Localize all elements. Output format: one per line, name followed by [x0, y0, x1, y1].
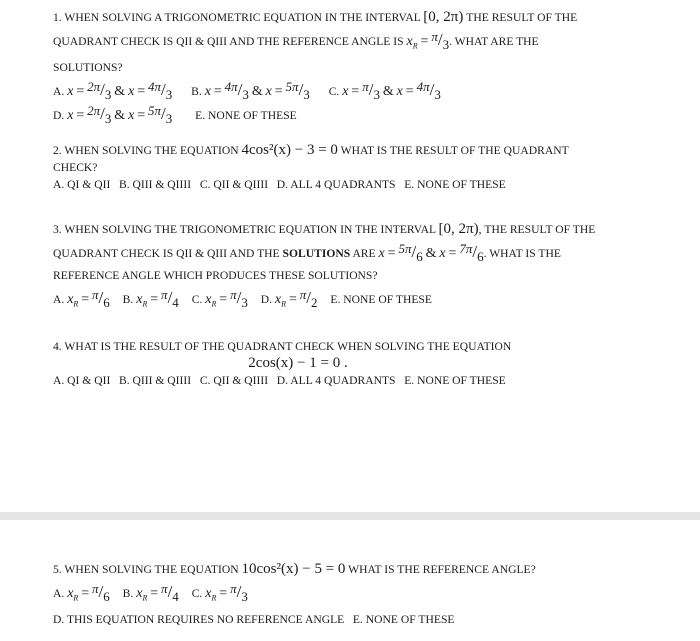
q1-options-row-1 — [53, 79, 663, 103]
question-1 — [53, 6, 663, 127]
q3-option-e[interactable]: E. NONE OF THESE — [330, 293, 432, 306]
q3-options — [53, 287, 663, 315]
q5-options-row-2[interactable]: D. THIS EQUATION REQUIRES NO REFERENCE ANGLE E. NONE OF THESE — [53, 613, 455, 627]
q3-option-c[interactable]: C. $x_R = \pi/3$ — [191, 287, 248, 310]
q3-option-a[interactable]: A. $x_R = \pi/6$ — [53, 287, 110, 310]
q1-line-3: SOLUTIONS? — [53, 61, 123, 75]
q5-equation: 10cos²(x) − 5 = 0 — [241, 561, 346, 577]
q1-text-3: QUADRANT CHECK IS QII & QIII AND THE REFERENCE ANGLE IS — [53, 35, 404, 48]
q4-equation: 2cos(x) − 1 = 0 . — [248, 355, 348, 371]
q2-options[interactable]: A. QI & QII B. QIII & QIIII C. QII & QIIII D. ALL 4 QUADRANTS E. NONE OF THESE — [53, 178, 506, 191]
q1-option-c[interactable]: C. x = π/3 & x = 4π/3 — [328, 79, 441, 103]
q3-line-2: QUADRANT CHECK IS QII & QIII AND THE SOLUTIONS ARE x = 5π/6 & x = 7π/6. WHAT IS THE — [53, 241, 561, 264]
q2-line-2: CHECK? — [53, 161, 98, 174]
q1-text-4: . WHAT ARE THE — [449, 35, 539, 48]
q1-options-row-2 — [53, 103, 663, 127]
q5-options-row-1 — [53, 581, 663, 609]
q1-xr: x — [406, 34, 413, 49]
q3-interval: [0, 2π) — [438, 221, 479, 237]
q3-line-3: REFERENCE ANGLE WHICH PRODUCES THESE SOLUTIONS? — [53, 269, 378, 282]
q3-option-d[interactable]: D. $x_R = \pi/2$ — [260, 287, 318, 310]
q3-solutions-bold: SOLUTIONS — [282, 247, 351, 260]
question-5 — [53, 558, 663, 631]
q1-text: 1. WHEN SOLVING A TRIGONOMETRIC EQUATION IN THE INTERVAL — [53, 11, 421, 24]
q1-line-1 — [53, 6, 663, 29]
q5-option-c[interactable]: C. $x_R = \pi/3$ — [191, 581, 248, 604]
question-4 — [53, 338, 663, 389]
worksheet-page-2 — [0, 520, 700, 641]
q3-option-b[interactable]: B. $x_R = \pi/4$ — [122, 287, 179, 310]
q1-line-2 — [53, 29, 663, 57]
q4-line-1: 4. WHAT IS THE RESULT OF THE QUADRANT CHECK WHEN SOLVING THE EQUATION — [53, 340, 512, 353]
q5-line-1: 5. WHEN SOLVING THE EQUATION 10cos²(x) − 5 = 0 WHAT IS THE REFERENCE ANGLE? — [53, 561, 536, 577]
q1-equals: = — [420, 34, 429, 49]
question-2 — [53, 142, 663, 193]
q1-option-a[interactable]: A. x = 2π/3 & x = 4π/3 — [53, 79, 173, 103]
q1-ref-angle: π/3 — [431, 29, 450, 52]
q1-option-b[interactable]: B. x = 4π/3 & x = 5π/3 — [191, 79, 310, 103]
q4-options[interactable]: A. QI & QII B. QIII & QIIII C. QII & QIIII D. ALL 4 QUADRANTS E. NONE OF THESE — [53, 374, 506, 387]
q1-text-2: THE RESULT OF THE — [466, 11, 578, 24]
q1-option-d[interactable]: D. x = 2π/3 & x = 5π/3 — [53, 103, 173, 127]
q5-option-b[interactable]: B. $x_R = \pi/4$ — [122, 581, 179, 604]
q2-equation: 4cos²(x) − 3 = 0 — [241, 142, 338, 158]
q1-option-e[interactable]: E. NONE OF THESE — [195, 109, 297, 123]
q2-line-1: 2. WHEN SOLVING THE EQUATION 4cos²(x) − 3 = 0 WHAT IS THE RESULT OF THE QUADRANT — [53, 142, 569, 158]
q5-option-a[interactable]: A. $x_R = \pi/6$ — [53, 581, 110, 604]
q1-interval: [0, 2π) — [423, 9, 464, 25]
q1-xr-sub: R — [412, 41, 418, 51]
question-3 — [53, 218, 663, 315]
q3-line-1: 3. WHEN SOLVING THE TRIGONOMETRIC EQUATION IN THE INTERVAL [0, 2π), THE RESULT OF THE — [53, 221, 596, 237]
